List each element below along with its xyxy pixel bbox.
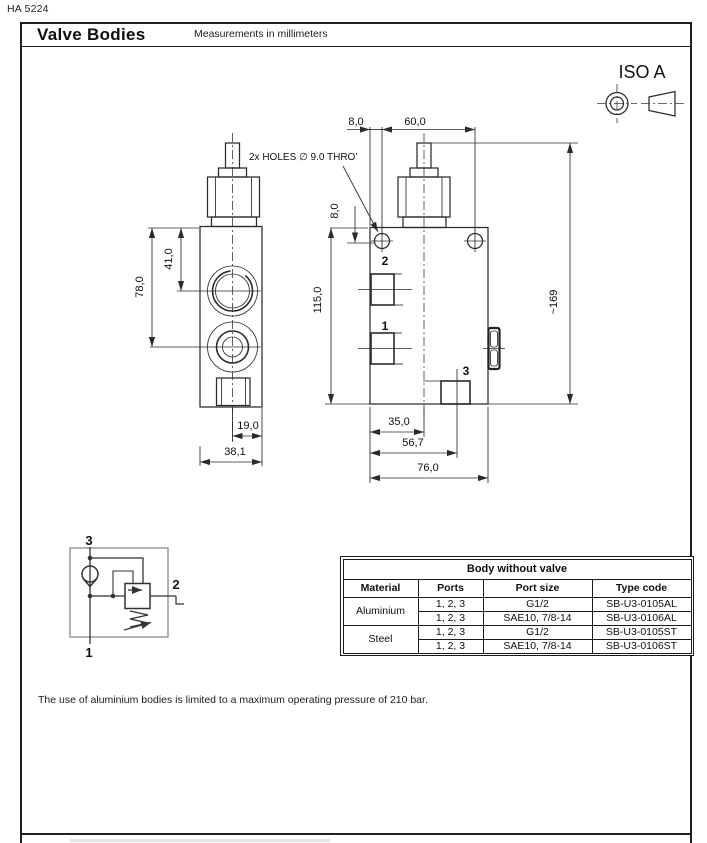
dim-side-port3-offset: 56,7 (402, 437, 424, 449)
mounting-hole-right (464, 230, 486, 252)
port2-connection (176, 596, 184, 604)
side-collar-lower (403, 217, 446, 228)
cell-port-size: SAE10, 7/8-14 (483, 611, 592, 625)
cell-ports: 1, 2, 3 (418, 625, 483, 639)
side-port1 (358, 333, 412, 364)
dim-side-hole-spacing: 60,0 (404, 116, 426, 128)
cell-type-code: SB-U3-0106AL (592, 611, 691, 625)
page-title: Valve Bodies (37, 25, 146, 44)
cell-port-size: SAE10, 7/8-14 (483, 639, 592, 653)
side-clamp-feature (483, 328, 505, 369)
front-collar-lower (212, 217, 257, 227)
side-port1-label: 1 (381, 319, 389, 333)
front-body-outline (200, 227, 262, 408)
front-lower-port (204, 322, 261, 372)
dim-front-total-height: 78,0 (134, 276, 146, 298)
col-port-size: Port size (483, 579, 592, 597)
front-view (134, 133, 378, 466)
mounting-hole-left (371, 230, 393, 252)
dim-front-tab-width: 19,0 (237, 420, 259, 432)
cell-ports: 1, 2, 3 (418, 639, 483, 653)
doc-number: HA 5224 (7, 3, 49, 15)
side-view (312, 116, 578, 483)
schematic-frame (70, 548, 168, 637)
side-port3-label: 3 (462, 364, 470, 378)
cell-type-code: SB-U3-0105ST (592, 625, 691, 639)
iso-a-label: ISO A (618, 62, 666, 82)
cell-port-size: G1/2 (483, 625, 592, 639)
schematic-port1-label: 1 (85, 645, 93, 660)
cell-ports: 1, 2, 3 (418, 597, 483, 611)
col-ports: Ports (418, 579, 483, 597)
schematic-port3-label: 3 (85, 533, 93, 548)
dim-side-body-width: 76,0 (417, 462, 439, 474)
cell-type-code: SB-U3-0106ST (592, 639, 691, 653)
cell-ports: 1, 2, 3 (418, 611, 483, 625)
adjustment-arrow (124, 623, 151, 631)
relief-valve-symbol (124, 584, 151, 631)
side-port2 (358, 274, 412, 305)
cell-type-code: SB-U3-0105AL (592, 597, 691, 611)
dim-front-total-width: 38,1 (224, 446, 246, 458)
holes-callout: 2x HOLES ∅ 9.0 THRO’ (249, 152, 358, 163)
dim-side-body-height: 115,0 (312, 286, 324, 314)
cell-port-size: G1/2 (483, 597, 592, 611)
spec-table-title: Body without valve (343, 559, 691, 579)
side-view-dimensions (312, 116, 578, 483)
spec-table (340, 556, 694, 656)
cell-material-aluminium: Aluminium (343, 597, 418, 625)
holes-leader-line (343, 166, 378, 232)
cell-material-steel: Steel (343, 625, 418, 653)
schematic-port2-label: 2 (172, 577, 180, 592)
col-type-code: Type code (592, 579, 691, 597)
hydraulic-schematic (70, 533, 184, 660)
table-row (343, 597, 691, 611)
dim-side-overall-height: ~169 (548, 289, 560, 315)
dim-side-port1-offset: 35,0 (388, 416, 410, 428)
dim-front-upper-port: 41,0 (163, 248, 175, 270)
page-subtitle: Measurements in millimeters (194, 28, 328, 40)
iso-projection-symbol (597, 62, 684, 123)
table-row (343, 625, 691, 639)
dim-side-edge-to-hole: 8,0 (348, 116, 364, 128)
pressure-note: The use of aluminium bodies is limited to a maximum operating pressure of 210 bar. (38, 694, 428, 706)
side-port2-label: 2 (381, 254, 389, 268)
spec-table-header-row (343, 579, 691, 597)
dim-side-top-to-hole: 8,0 (329, 203, 341, 219)
col-material: Material (343, 579, 418, 597)
